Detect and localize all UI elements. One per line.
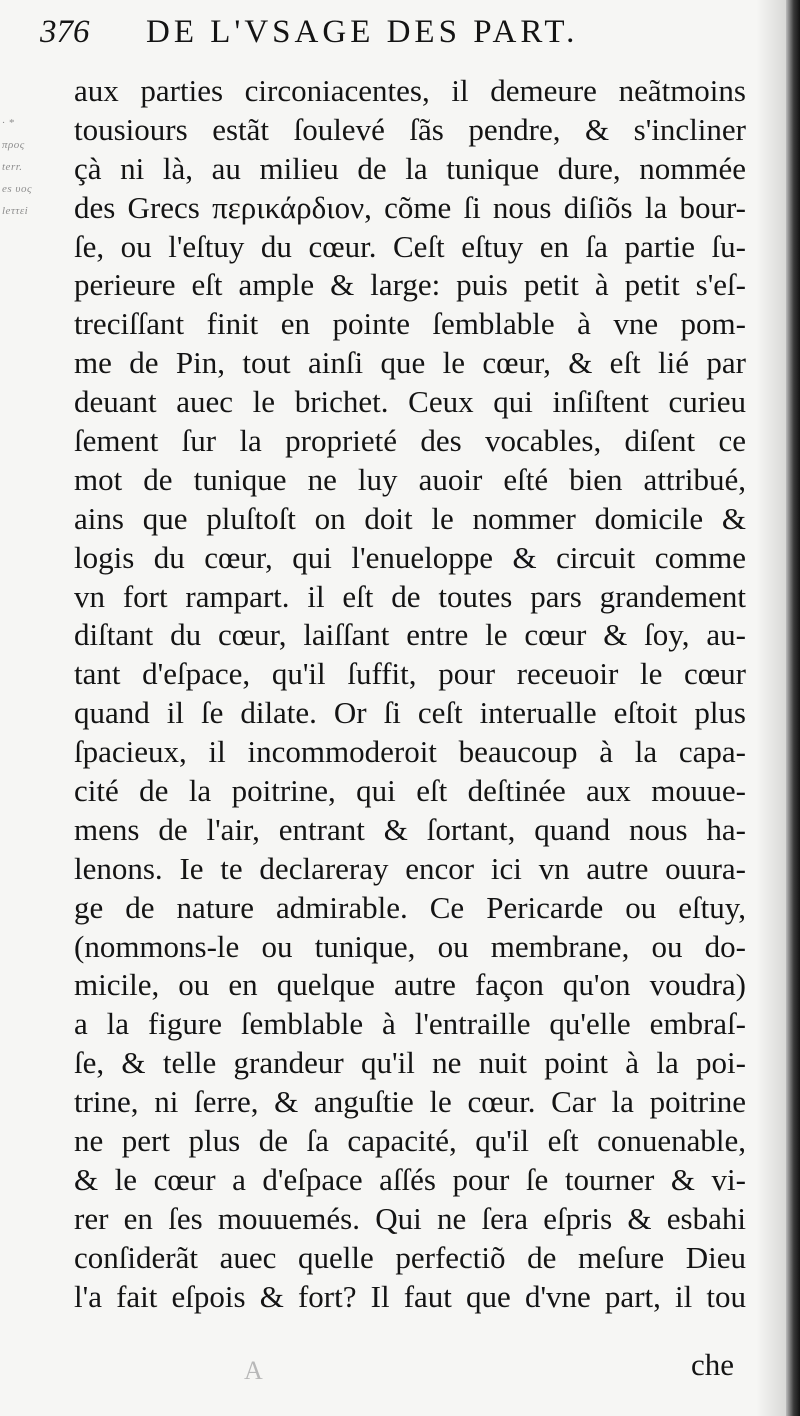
- text-line: deuant auec le brichet. Ceux qui inſiſtent curieu: [74, 384, 746, 420]
- margin-note: · *: [2, 117, 15, 129]
- margin-note: es υος: [2, 183, 32, 195]
- text-line: micile, ou en quelque autre façon qu'on voudra): [74, 967, 746, 1003]
- text-line: cité de la poitrine, qui eſt deſtinée aux mouue-: [74, 773, 746, 809]
- text-line: mot de tunique ne luy auoir eſté bien attribué,: [74, 461, 746, 497]
- text-line: perieure eſt ample & large: puis petit à petit s'eſ-: [74, 267, 746, 303]
- text-line: aux parties circoniacentes, il demeure neãtmoins: [74, 73, 746, 108]
- text-line: & le cœur a d'eſpace aſſés pour ſe tourner & vi-: [74, 1161, 746, 1197]
- catchword: che: [690, 1347, 734, 1382]
- text-line: l'a fait eſpois & fort? Il faut que d'vne part, il tou: [74, 1278, 746, 1314]
- text-line: vn fort rampart. il eſt de toutes pars grandement: [74, 578, 746, 614]
- text-line: quand il ſe dilate. Or ſi ceſt interualle eſtoit plus: [74, 695, 746, 731]
- text-line: ains que pluſtoſt on doit le nommer domicile &: [74, 500, 746, 536]
- margin-note: προς: [2, 139, 25, 151]
- text-line: lenons. Ie te declareray encor ici vn autre ouura-: [74, 850, 746, 886]
- text-line: trine, ni ſerre, & anguſtie le cœur. Car la poitrine: [74, 1084, 746, 1120]
- text-line: ſe, & telle grandeur qu'il ne nuit point à la poi-: [74, 1045, 746, 1081]
- bleed-through-mark: A: [244, 1356, 263, 1385]
- binding-gutter: [786, 0, 800, 1416]
- text-line: logis du cœur, qui l'enueloppe & circuit comme: [74, 539, 746, 575]
- text-line: ne pert plus de ſa capacité, qu'il eſt conuenable,: [74, 1123, 746, 1159]
- text-line: (nommons-le ou tunique, ou membrane, ou do-: [74, 928, 746, 964]
- text-line: me de Pin, tout ainſi que le cœur, & eſt lié par: [74, 345, 746, 381]
- text-line: rer en ſes mouuemés. Qui ne ſera eſpris & esbahi: [74, 1200, 746, 1236]
- text-line: ſe, ou l'eſtuy du cœur. Ceſt eſtuy en ſa partie ſu-: [74, 228, 746, 264]
- text-line: conſiderãt auec quelle perfectiõ de meſure Dieu: [74, 1239, 746, 1275]
- text-line: çà ni là, au milieu de la tunique dure, nommée: [74, 150, 746, 186]
- text-line: ge de nature admirable. Ce Pericarde ou eſtuy,: [74, 889, 746, 925]
- text-line: tousiours estãt ſoulevé ſãs pendre, & s'incliner: [74, 111, 746, 147]
- text-line: a la figure ſemblable à l'entraille qu'elle embraſ-: [74, 1006, 746, 1042]
- text-line: mens de l'air, entrant & ſortant, quand nous ha-: [74, 811, 746, 847]
- text-line: ſpacieux, il incommoderoit beaucoup à la capa-: [74, 734, 746, 770]
- text-line: treciſſant finit en pointe ſemblable à vne pom-: [74, 306, 746, 342]
- text-line: des Grecs περικάρδιον, cõme ſi nous diſiõs la bour-: [74, 189, 746, 225]
- marginalia: [2, 112, 64, 222]
- text-line: tant d'eſpace, qu'il ſuffit, pour receuoir le cœur: [74, 656, 746, 692]
- text-line: ſement ſur la proprieté des vocables, diſent ce: [74, 423, 746, 459]
- running-head: DE L'VSAGE DES PART.: [146, 14, 579, 50]
- margin-note: leττεi: [2, 205, 29, 217]
- margin-note: terr.: [2, 161, 23, 173]
- page-number: 376: [40, 14, 90, 50]
- gutter-shadow: [756, 0, 786, 1416]
- text-line: diſtant du cœur, laiſſant entre le cœur & ſoy, au-: [74, 617, 746, 653]
- body-text: [74, 72, 746, 1317]
